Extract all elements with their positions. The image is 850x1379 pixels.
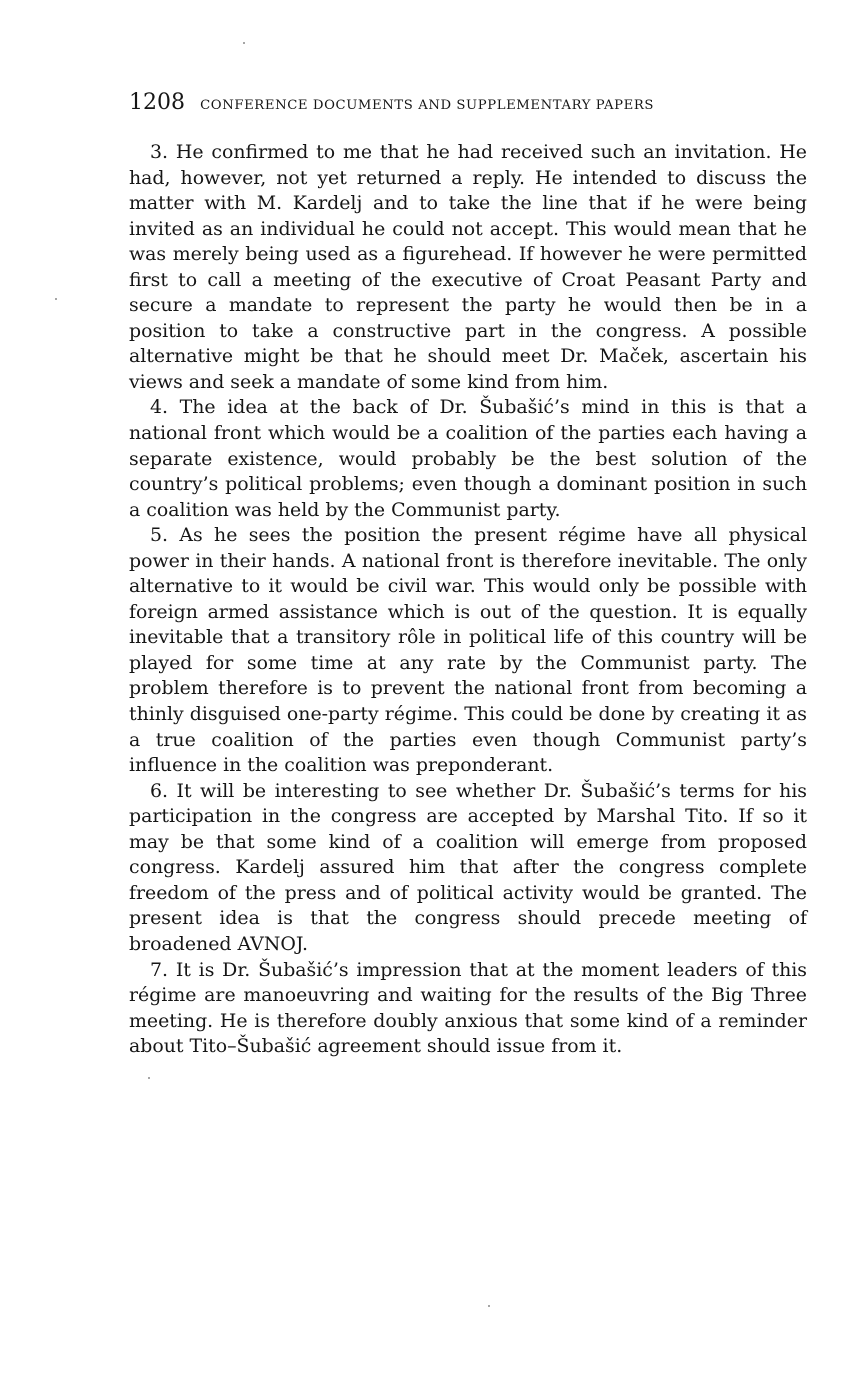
scan-speck: [55, 298, 57, 300]
paragraph-3: 3. He confirmed to me that he had received such an invitation. He had, however, not yet returned a reply. He intended to discuss the matter with M. Kardelj and to take the line that if he were being invited as an individual he could not accept. This would mean that he was merely being used as a figurehead. If however he were permitted first to call a meeting of the executive of Croat Peasant Party and secure a mandate to represent the party he would then be in a position to take a constructive part in the congress. A possible alternative might be that he should meet Dr. Maček, ascertain his views and seek a mandate of some kind from him.: [129, 141, 807, 393]
page-header: [129, 90, 809, 115]
scan-speck: [148, 1077, 150, 1079]
paragraph-6: 6. It will be interesting to see whether Dr. Šubašić’s terms for his participation in the congress are accepted by Marshal Tito. If so it may be that some kind of a coalition will emerge from proposed congress. Kardelj assured him that after the congress complete freedom of the press and of political activity would be granted. The present idea is that the congress should precede meeting of broadened AVNOJ.: [129, 779, 807, 955]
paragraph-7: 7. It is Dr. Šubašić’s impression that at the moment leaders of this régime are manoeuvring and waiting for the results of the Big Three meeting. He is therefore doubly anxious that some kind of a reminder about Tito–Šubašić agreement should issue from it.: [129, 958, 807, 1058]
paragraph-4: 4. The idea at the back of Dr. Šubašić’s mind in this is that a national front which would be a coalition of the parties each having a separate existence, would probably be the best solution of the country’s political problems; even though a dominant position in such a coalition was held by the Communist party.: [129, 396, 807, 521]
body-text: [129, 140, 807, 1060]
scan-speck: [243, 42, 245, 44]
page-number: 1208: [129, 90, 185, 115]
scan-speck: [488, 1305, 490, 1307]
running-head: CONFERENCE DOCUMENTS AND SUPPLEMENTARY PAPERS: [200, 98, 655, 113]
paragraph-5: 5. As he sees the position the present régime have all physical power in their hands. A national front is therefore inevitable. The only alternative to it would be civil war. This would only be possible with foreign armed assistance which is out of the question. It is equally inevitable that a transitory rôle in political life of this country will be played for some time at any rate by the Communist party. The problem therefore is to prevent the national front from becoming a thinly disguised one-party régime. This could be done by creating it as a true coalition of the parties even though Communist party’s influence in the coalition was preponderant.: [129, 524, 807, 777]
